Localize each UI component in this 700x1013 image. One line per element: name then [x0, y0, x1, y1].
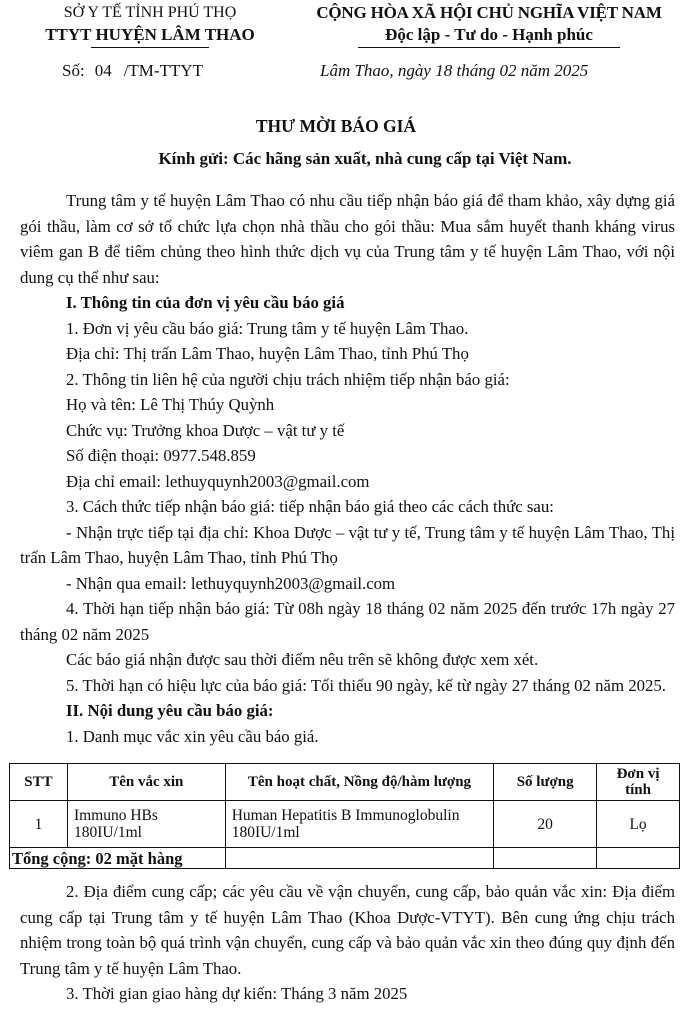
- col-header-qty: Số lượng: [494, 764, 597, 801]
- receive-direct: - Nhận trực tiếp tại địa chỉ: Khoa Dược – vật tư y tế, Trung tâm y tế huyện Lâm Thao, Thị trấn Lâm Thao, huyện Lâm Thao, tỉnh Phú Thọ: [20, 522, 675, 567]
- doc-no-suffix: /TM-TTYT: [123, 61, 204, 80]
- col-header-vaccine: Tên vắc xin: [67, 764, 225, 801]
- section1-heading: I. Thông tin của đơn vị yêu cầu báo giá: [66, 293, 345, 312]
- agency-header: [10, 2, 290, 48]
- national-motto-header: [278, 2, 700, 48]
- col-header-ingredient: Tên hoạt chất, Nồng độ/hàm lượng: [225, 764, 494, 801]
- doc-no-value: 04: [94, 61, 112, 80]
- agency-underline: [91, 47, 209, 48]
- intro-paragraph: Trung tâm y tế huyện Lâm Thao có nhu cầu tiếp nhận báo giá để tham khảo, xây dựng giá gói thầu, làm cơ sở tổ chức lựa chọn nhà thầu cho gói thầu: Mua sắm huyết thanh kháng virus viêm gan B để tiêm chủng theo hình thức dịch vụ của Trung tâm y tế huyện Lâm Thao, với nội dung cụ thể như sau:: [20, 191, 675, 287]
- section1-item1: 1. Đơn vị yêu cầu báo giá: Trung tâm y tế huyện Lâm Thao.: [66, 318, 469, 338]
- section1-item4: 4. Thời hạn tiếp nhận báo giá: Từ 08h ngày 18 tháng 02 năm 2025 đến trước 17h ngày 27 tháng 02 năm 2025: [20, 599, 675, 644]
- date-line: Lâm Thao, ngày 18 tháng 02 năm 2025: [320, 61, 589, 80]
- document-number: [62, 61, 203, 81]
- vaccine-table: [9, 763, 680, 869]
- cell-qty: 20: [494, 801, 597, 848]
- document-title: THƯ MỜI BÁO GIÁ: [255, 116, 417, 136]
- motto-line1: CỘNG HÒA XÃ HỘI CHỦ NGHĨA VIỆT NAM: [316, 3, 662, 22]
- total-cell: Tổng cộng: 02 mặt hàng: [10, 848, 226, 869]
- cell-stt: 1: [10, 801, 68, 848]
- receive-email: - Nhận qua email: lethuyquynh2003@gmail.com: [66, 573, 396, 593]
- section2-item1: 1. Danh mục vắc xin yêu cầu báo giá.: [66, 726, 319, 746]
- section1-address: Địa chỉ: Thị trấn Lâm Thao, huyện Lâm Thao, tỉnh Phú Thọ: [66, 344, 469, 363]
- contact-name: Họ và tên: Lê Thị Thúy Quỳnh: [66, 395, 275, 414]
- empty-cell: [494, 848, 597, 869]
- section2-item3: 3. Thời gian giao hàng dự kiến: Tháng 3 năm 2025: [66, 984, 408, 1003]
- document-body-continued: [20, 879, 675, 1007]
- empty-cell: [225, 848, 494, 869]
- contact-email: Địa chỉ email: lethuyquynh2003@gmail.com: [66, 471, 370, 491]
- motto-underline: [358, 47, 620, 48]
- cell-unit: Lọ: [597, 801, 680, 848]
- section1-item3: 3. Cách thức tiếp nhận báo giá: tiếp nhận báo giá theo các cách thức sau:: [66, 497, 554, 516]
- cell-ingredient: Human Hepatitis B Immunoglobulin 180IU/1ml: [225, 801, 494, 848]
- recipient-line: Kính gửi: Các hãng sản xuất, nhà cung cấp tại Việt Nam.: [158, 149, 572, 168]
- col-header-unit: Đơn vị tính: [597, 764, 680, 801]
- empty-cell: [597, 848, 680, 869]
- cell-vaccine: Immuno HBs 180IU/1ml: [67, 801, 225, 848]
- document-body: [20, 188, 675, 749]
- table-header-row: [10, 764, 680, 801]
- agency-line1: SỞ Y TẾ TỈNH PHÚ THỌ: [63, 4, 237, 21]
- contact-position: Chức vụ: Trưởng khoa Dược – vật tư y tế: [66, 420, 345, 440]
- col-header-stt: STT: [10, 764, 68, 801]
- table-row: [10, 801, 680, 848]
- agency-line2: TTYT HUYỆN LÂM THAO: [45, 25, 255, 44]
- motto-line2: Độc lập - Tư do - Hạnh phúc: [385, 25, 593, 44]
- late-note: Các báo giá nhận được sau thời điểm nêu trên sẽ không được xem xét.: [66, 650, 539, 669]
- section1-item2: 2. Thông tin liên hệ của người chịu trách nhiệm tiếp nhận báo giá:: [66, 369, 510, 389]
- contact-phone: Số điện thoại: 0977.548.859: [66, 446, 256, 465]
- doc-no-label: Số:: [62, 61, 85, 80]
- section2-item2: 2. Địa điểm cung cấp; các yêu cầu về vận chuyển, cung cấp, bảo quản vắc xin: Địa điểm cung cấp tại Trung tâm y tế huyện Lâm Thao (Khoa Dược-VTYT). Bên cung ứng chịu trách nhiệm trong toàn bộ quá trình vận chuyển, cung cấp và bảo quản vắc xin theo đúng quy định đến Trung tâm y tế huyện Lâm Thao.: [20, 882, 675, 978]
- section1-item5: 5. Thời hạn có hiệu lực của báo giá: Tối thiểu 90 ngày, kể từ ngày 27 tháng 02 năm 2025.: [66, 675, 666, 695]
- table-total-row: [10, 848, 680, 869]
- section2-heading: II. Nội dung yêu cầu báo giá:: [66, 701, 274, 720]
